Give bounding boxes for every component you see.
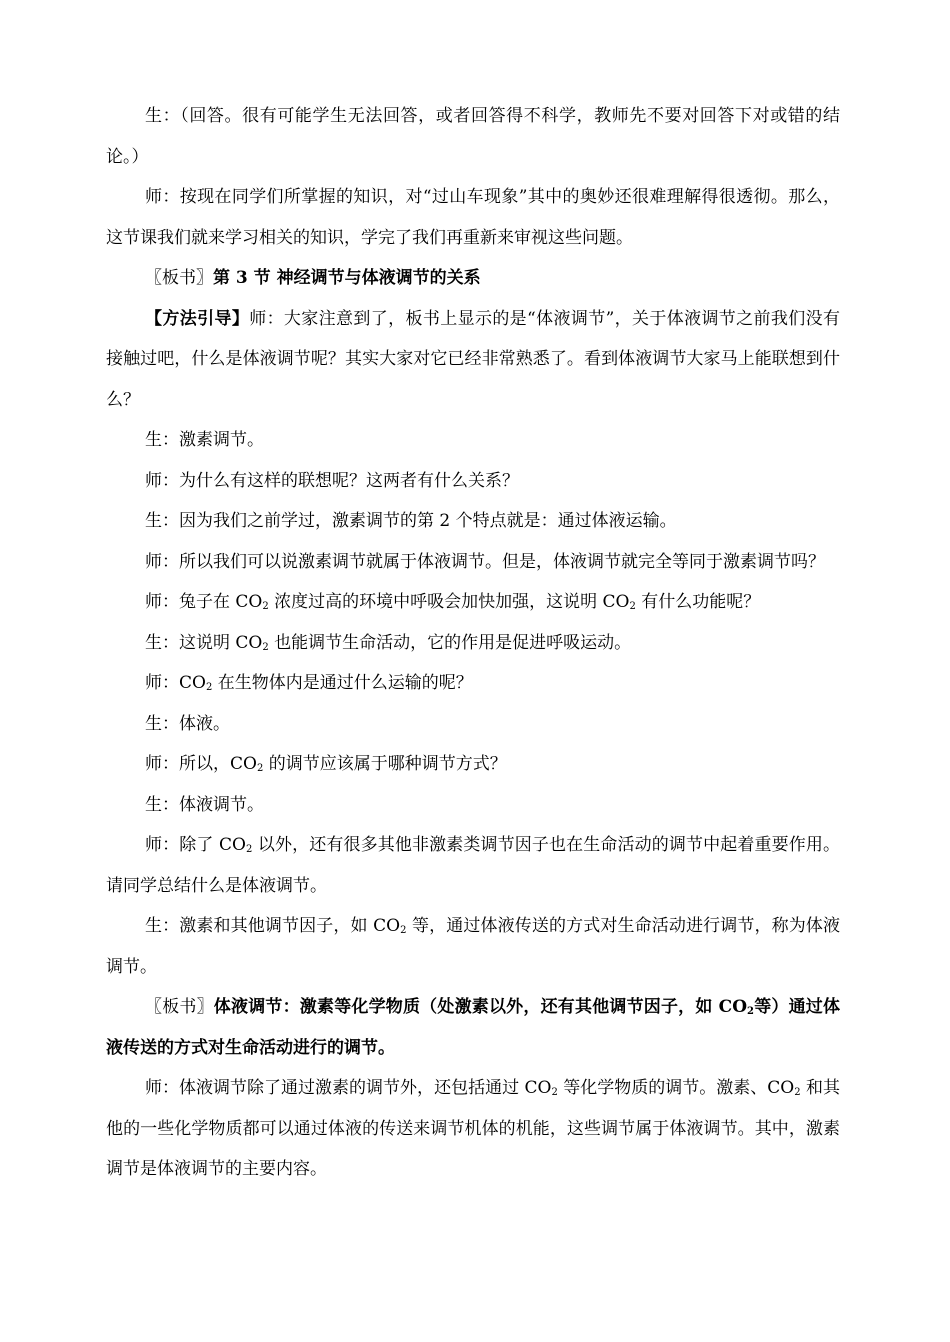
speaker-label: 师： xyxy=(145,673,179,693)
paragraph-text: 所以，CO xyxy=(179,754,257,774)
dialogue-paragraph xyxy=(106,906,840,987)
subscript-text: 2 xyxy=(262,601,269,612)
paragraph-text: 等）通过体液传送的方式对生命活动进行的调节。 xyxy=(106,997,840,1058)
paragraph-text: 按现在同学们所掌握的知识，对“过山车现象”其中的奥妙还很难理解得很透彻。那么，这节课我们就来学习相关的知识，学完了我们再重新来审视这些问题。 xyxy=(106,187,840,248)
dialogue-paragraph xyxy=(106,1068,840,1190)
speaker-label: 师： xyxy=(145,592,179,612)
dialogue-paragraph xyxy=(106,704,840,745)
speaker-label: 生： xyxy=(145,916,180,936)
paragraph-text: 的调节应该属于哪种调节方式？ xyxy=(263,754,507,774)
dialogue-paragraph xyxy=(106,785,840,826)
paragraph-text: 所以我们可以说激素调节就属于体液调节。但是，体液调节就完全等同于激素调节吗？ xyxy=(179,551,825,572)
paragraph-text: 有什么功能呢？ xyxy=(635,592,761,612)
paragraph-text: （回答。很有可能学生无法回答，或者回答得不科学，教师先不要对回答下对或错的结论。） xyxy=(106,106,841,167)
paragraph-text: 在生物体内是通过什么运输的呢？ xyxy=(212,673,473,693)
subscript-text: 2 xyxy=(794,1087,801,1098)
dialogue-paragraph xyxy=(106,501,840,542)
subscript-text: 2 xyxy=(262,641,269,653)
paragraph-text: CO xyxy=(179,673,206,693)
paragraph-text: 体液。 xyxy=(179,713,230,734)
paragraph-text: 兔子在 CO xyxy=(179,592,263,612)
paragraph-text: 也能调节生命活动，它的作用是促进呼吸运动。 xyxy=(268,632,632,653)
paragraph-text: 激素调节。 xyxy=(179,430,264,450)
dialogue-paragraph xyxy=(106,96,840,177)
dialogue-paragraph xyxy=(106,420,840,461)
paragraph-text: 等，通过体液传送的方式对生命活动进行调节，称为体液调节。 xyxy=(106,916,840,977)
speaker-label: 生： xyxy=(145,106,181,126)
speaker-label: 师： xyxy=(145,551,179,572)
dialogue-paragraph xyxy=(106,542,840,583)
paragraph-text: 浓度过高的环境中呼吸会加快加强，这说明 CO xyxy=(268,592,630,612)
speaker-label: 师： xyxy=(145,187,180,207)
speaker-label: 生： xyxy=(145,713,179,734)
dialogue-paragraph xyxy=(106,825,840,906)
paragraph-text: 和其他的一些化学物质都可以通过体液的传送来调节机体的机能，这些调节属于体液调节。其中，激素调节是体液调节的主要内容。 xyxy=(106,1078,840,1179)
dialogue-paragraph xyxy=(106,987,840,1068)
dialogue-paragraph xyxy=(106,461,840,502)
speaker-label: 生： xyxy=(145,632,179,653)
document-body xyxy=(106,96,840,1190)
paragraph-text: 以外，还有很多其他非激素类调节因子也在生命活动的调节中起着重要作用。请同学总结什么是体液调节。 xyxy=(106,835,840,896)
dialogue-paragraph xyxy=(106,258,840,299)
speaker-label: 【方法引导】 xyxy=(145,308,250,329)
subscript-text: 2 xyxy=(551,1087,558,1098)
dialogue-paragraph xyxy=(106,177,840,258)
subscript-text: 2 xyxy=(256,763,264,774)
speaker-label: 师： xyxy=(145,1078,180,1098)
paragraph-text: 为什么有这样的联想呢？这两者有什么关系？ xyxy=(179,470,519,491)
subscript-text: 2 xyxy=(245,844,253,855)
dialogue-paragraph xyxy=(106,623,840,664)
speaker-label: 师： xyxy=(145,835,180,855)
paragraph-text: 等化学物质的调节。激素、CO xyxy=(557,1078,795,1098)
paragraph-text: 第 3 节 神经调节与体液调节的关系 xyxy=(213,268,481,288)
paragraph-text: 因为我们之前学过，激素调节的第 2 个特点就是：通过体液运输。 xyxy=(179,511,677,531)
subscript-text: 2 xyxy=(205,682,213,693)
paragraph-text: 激素和其他调节因子，如 CO xyxy=(179,916,401,936)
speaker-label: 师： xyxy=(145,754,179,774)
paragraph-text: 体液调节除了通过激素的调节外，还包括通过 CO xyxy=(179,1078,552,1098)
dialogue-paragraph xyxy=(106,744,840,785)
speaker-label: 生： xyxy=(145,511,179,531)
subscript-text: 2 xyxy=(629,601,636,612)
paragraph-text: 体液调节：激素等化学物质（处激素以外，还有其他调节因子，如 CO xyxy=(213,997,748,1017)
speaker-label: 生： xyxy=(145,430,179,450)
paragraph-text: 师：大家注意到了，板书上显示的是“体液调节”，关于体液调节之前我们没有接触过吧，什么是体液调节呢？其实大家对它已经非常熟悉了。看到体液调节大家马上能联想到什么？ xyxy=(106,308,841,410)
speaker-label: 〖板书〗 xyxy=(145,997,214,1017)
paragraph-text: 体液调节。 xyxy=(179,794,264,815)
subscript-text: 2 xyxy=(400,925,407,936)
dialogue-paragraph xyxy=(106,663,840,704)
paragraph-text: 这说明 CO xyxy=(179,632,263,653)
paragraph-text: 除了 CO xyxy=(179,835,246,855)
speaker-label: 师： xyxy=(145,470,179,491)
speaker-label: 〖板书〗 xyxy=(145,268,213,288)
subscript-text: 2 xyxy=(747,1006,754,1017)
dialogue-paragraph xyxy=(106,299,840,421)
speaker-label: 生： xyxy=(145,794,179,815)
dialogue-paragraph xyxy=(106,582,840,623)
